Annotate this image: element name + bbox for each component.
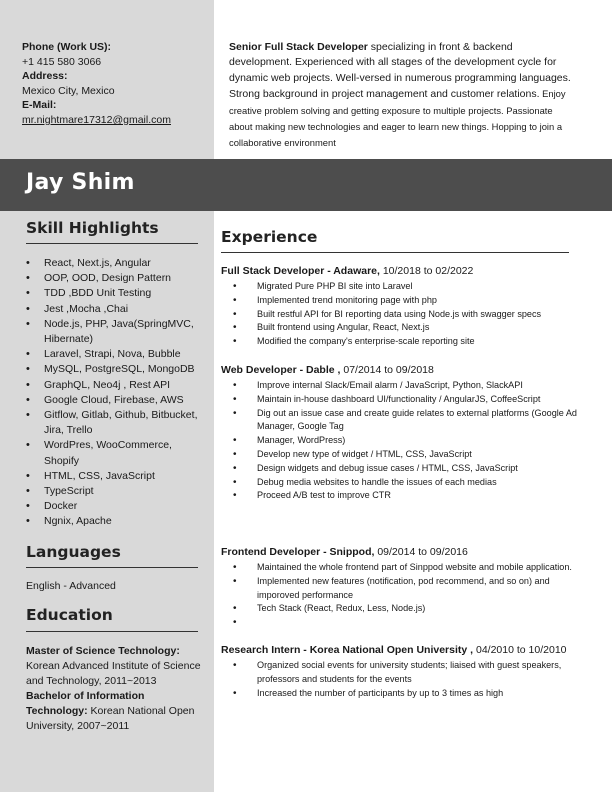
skill-item: • Google Cloud, Firebase, AWS	[26, 393, 206, 408]
job-entry	[221, 264, 581, 349]
job-dates: 04/2010 to 10/2010	[473, 644, 567, 656]
job-dates: 10/2018 to 02/2022	[379, 265, 474, 277]
job-bullet: • Modified the company's enterprise-scale reporting site	[221, 335, 581, 349]
skill-item: • Ngnix, Apache	[26, 514, 206, 529]
job-bullet: • Proceed A/B test to improve CTR	[221, 489, 581, 503]
skill-item: • Jest ,Mocha ,Chai	[26, 302, 206, 317]
job-heading	[221, 545, 581, 559]
job-title: Frontend Developer - Snippod,	[221, 546, 375, 558]
job-bullets	[221, 280, 581, 349]
address-label: Address:	[22, 70, 68, 83]
skill-item: • React, Next.js, Angular	[26, 256, 206, 271]
education-block	[26, 644, 206, 734]
experience-heading: Experience	[221, 228, 318, 246]
job-bullet: • Implemented new features (notification, pod recommend, and so on) and imporoved performance	[221, 575, 581, 603]
job-bullets	[221, 561, 581, 630]
job-bullets	[221, 659, 581, 700]
skill-item: • GraphQL, Neo4j , Rest API	[26, 378, 206, 393]
email-link[interactable]: mr.nightmare17312@gmail.com	[22, 113, 171, 126]
education-entry	[26, 644, 206, 689]
skill-item: • MySQL, PostgreSQL, MongoDB	[26, 362, 206, 377]
job-bullet	[221, 616, 581, 630]
job-heading	[221, 363, 581, 377]
skill-item: • Docker	[26, 499, 206, 514]
phone-label: Phone (Work US):	[22, 41, 112, 53]
job-bullet: • Tech Stack (React, Redux, Less, Node.js)	[221, 602, 581, 616]
job-bullet: • Built frontend using Angular, React, Next.js	[221, 321, 581, 335]
education-entry	[26, 689, 206, 734]
skill-item: • HTML, CSS, JavaScript	[26, 469, 206, 484]
job-bullet: • Debug media websites to handle the issues of each medias	[221, 476, 581, 490]
degree-title: Bachelor of Information Technology:	[26, 690, 145, 717]
address-value: Mexico City, Mexico	[22, 84, 115, 97]
contact-block	[22, 40, 207, 128]
job-bullet: • Implemented trend monitoring page with php	[221, 294, 581, 308]
job-bullet: • Maintained the whole frontend part of Sinppod website and mobile application.	[221, 561, 581, 575]
school-name: Korean National Open University, 2007~2011	[26, 705, 195, 732]
education-heading: Education	[26, 606, 113, 624]
job-bullet: • Organized social events for university students; liaised with guest speakers, professors and students for the events	[221, 659, 581, 687]
languages-heading: Languages	[26, 543, 121, 561]
profile-summary	[229, 40, 574, 152]
job-bullet: • Design widgets and debug issue cases / HTML, CSS, JavaScript	[221, 462, 581, 476]
skill-item: • WordPres, WooCommerce, Shopify	[26, 438, 206, 468]
skill-item: • Laravel, Strapi, Nova, Bubble	[26, 347, 206, 362]
job-entry	[221, 363, 581, 503]
skills-list	[26, 256, 206, 530]
skill-item: • OOP, OOD, Design Pattern	[26, 271, 206, 286]
job-bullet: • Increased the number of participants by up to 3 times as high	[221, 687, 581, 701]
job-bullet: • Migrated Pure PHP BI site into Laravel	[221, 280, 581, 294]
name-banner	[0, 159, 612, 211]
skill-item: • TypeScript	[26, 484, 206, 499]
job-heading	[221, 643, 581, 657]
education-rule	[26, 631, 198, 632]
skill-item: • Node.js, PHP, Java(SpringMVC, Hibernate)	[26, 317, 206, 347]
job-bullet: • Develop new type of widget / HTML, CSS, JavaScript	[221, 448, 581, 462]
job-title: Web Developer - Dable ,	[221, 364, 341, 376]
job-title: Research Intern - Korea National Open University ,	[221, 644, 474, 656]
language-item: English - Advanced	[26, 580, 116, 592]
job-dates: 09/2014 to 09/2016	[374, 546, 468, 558]
job-entry	[221, 545, 581, 630]
job-title: Full Stack Developer - Adaware,	[221, 265, 380, 277]
languages-rule	[26, 567, 198, 568]
job-heading	[221, 264, 581, 278]
skill-item: • Gitflow, Gitlab, Github, Bitbucket, Jira, Trello	[26, 408, 206, 438]
job-bullet: • Improve internal Slack/Email alarm / JavaScript, Python, SlackAPI	[221, 379, 581, 393]
summary-body: specializing in front & backend development. Experienced with all stages of the development cycle for dynamic web projects. Well-versed in numerous programming languages. Strong background in project management and customer relations.	[229, 41, 571, 101]
job-bullet: • Manager, WordPress)	[221, 434, 581, 448]
summary-tail: Enjoy creative problem solving and getting exposure to multiple projects. Passionate about making new technologies and eager to learn new things. Hopping to join a collaborative environment	[229, 88, 566, 149]
job-entry	[221, 643, 581, 700]
experience-rule	[221, 252, 569, 253]
degree-title: Master of Science Technology:	[26, 645, 180, 657]
email-label: E-Mail:	[22, 99, 57, 112]
candidate-name: Jay Shim	[26, 170, 135, 195]
skills-rule	[26, 243, 198, 244]
job-dates: 07/2014 to 09/2018	[340, 364, 434, 376]
job-bullet: • Maintain in-house dashboard UI/functionality / AngularJS, CoffeeScript	[221, 393, 581, 407]
skill-item: • TDD ,BDD Unit Testing	[26, 286, 206, 301]
job-bullets	[221, 379, 581, 503]
job-bullet: • Dig out an issue case and create guide relates to external platforms (Google Ad Manager, Google Tag	[221, 407, 581, 435]
phone-value: +1 415 580 3066	[22, 55, 102, 68]
job-bullet: • Built restful API for BI reporting data using Node.js with swagger specs	[221, 308, 581, 322]
summary-lead: Senior Full Stack Developer	[229, 41, 368, 53]
school-name: Korean Advanced Institute of Science and Technology, 2011~2013	[26, 660, 201, 687]
skills-heading: Skill Highlights	[26, 219, 159, 237]
